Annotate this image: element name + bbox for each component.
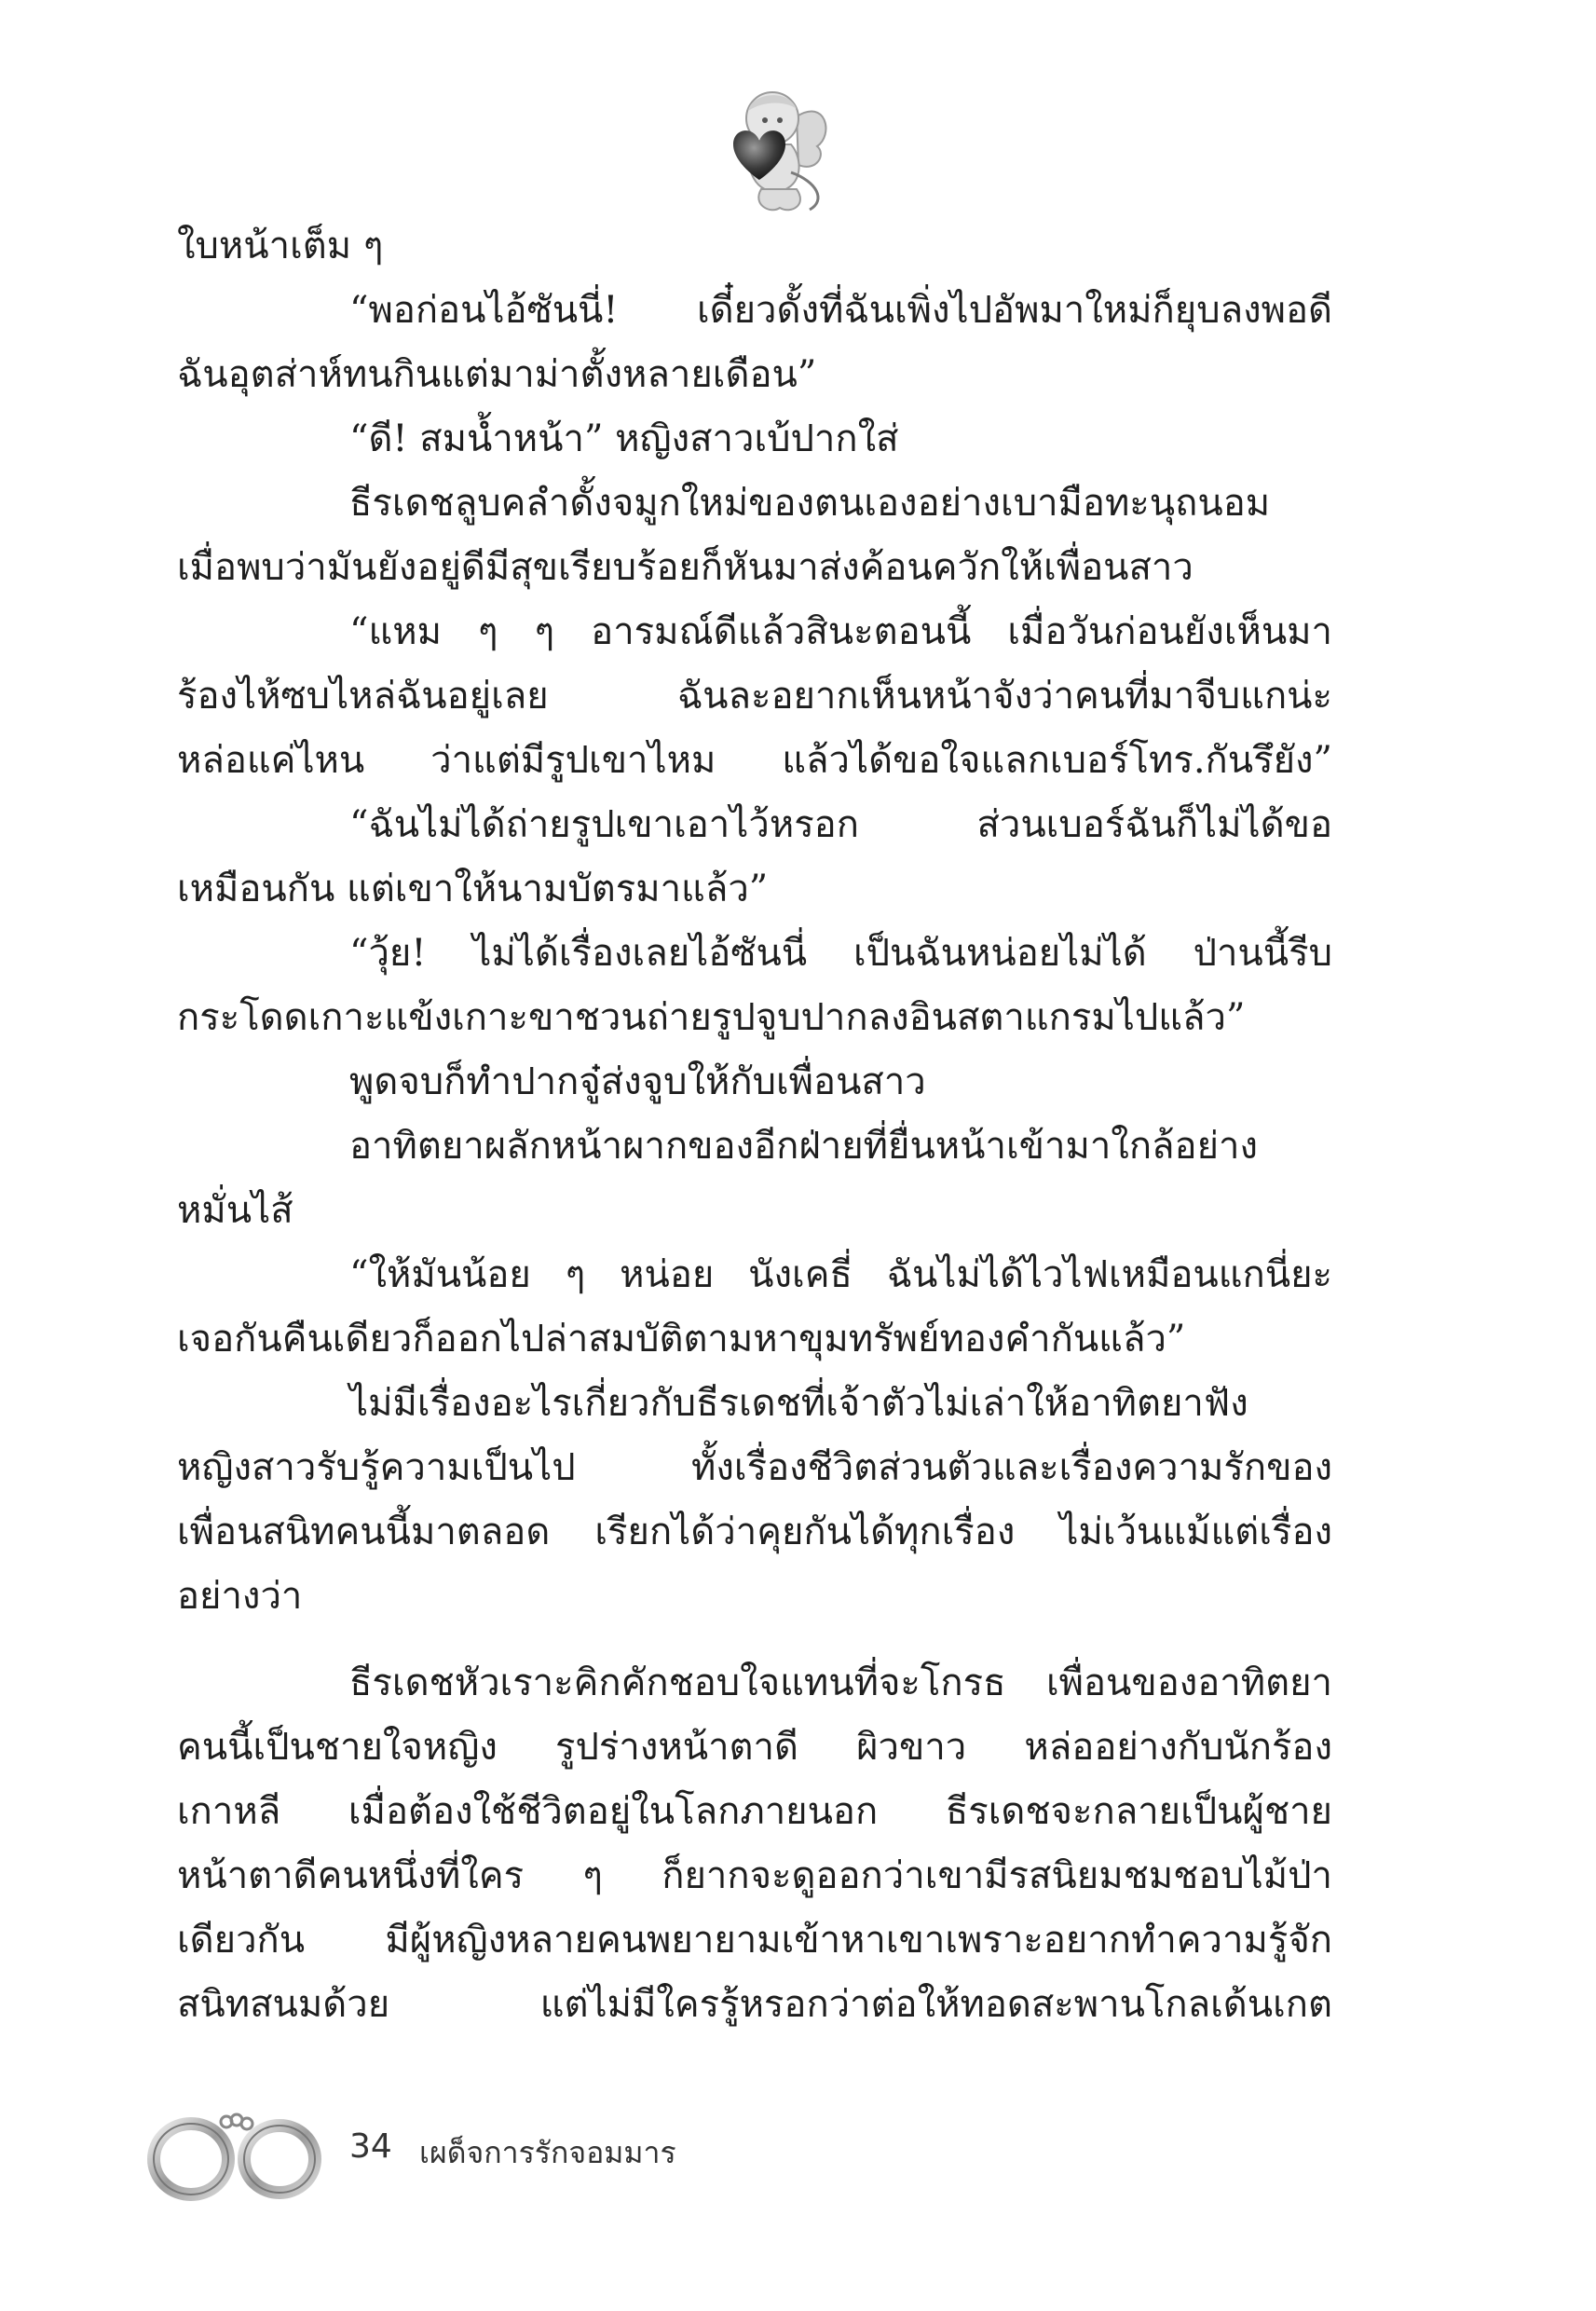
text-line: เมื่อพบว่ามันยังอยู่ดีมีสุขเรียบร้อยก็หันมาส่งค้อนควักให้เพื่อนสาว [177, 546, 1194, 589]
text-line: “ดี! สมน้ำหน้า” หญิงสาวเบ้ปากใส่ [349, 417, 899, 460]
text-line: ร้องไห้ซบไหล่ฉันอยู่เลย ฉันละอยากเห็นหน้าจังว่าคนที่มาจีบแกน่ะ [177, 675, 1332, 718]
text-line: ฉันอุตส่าห์ทนกินแต่มาม่าตั้งหลายเดือน” [177, 353, 817, 396]
text-line: เกาหลี เมื่อต้องใช้ชีวิตอยู่ในโลกภายนอก ธีรเดชจะกลายเป็นผู้ชาย [177, 1790, 1332, 1833]
text-line: ธีรเดชลูบคลำดั้งจมูกใหม่ของตนเองอย่างเบามือทะนุถนอม [349, 482, 1271, 525]
handcuffs-icon [140, 2101, 326, 2204]
page-footer [140, 2101, 885, 2204]
text-line: เหมือนกัน แต่เขาให้นามบัตรมาแล้ว” [177, 868, 769, 910]
text-line: เจอกันคืนเดียวก็ออกไปล่าสมบัติตามหาขุมทรัพย์ทองคำกันแล้ว” [177, 1318, 1186, 1361]
text-line: คนนี้เป็นชายใจหญิง รูปร่างหน้าตาดี ผิวขาว หล่ออย่างกับนักร้อง [177, 1726, 1332, 1769]
text-line: เดียวกัน มีผู้หญิงหลายคนพยายามเข้าหาเขาเพราะอยากทำความรู้จัก [177, 1919, 1332, 1962]
text-line: ไม่มีเรื่องอะไรเกี่ยวกับธีรเดชที่เจ้าตัวไม่เล่าให้อาทิตยาฟัง [349, 1382, 1248, 1425]
book-title: เผด็จการรักจอมมาร [419, 2135, 676, 2170]
text-line: หล่อแค่ไหน ว่าแต่มีรูปเขาไหม แล้วได้ขอใจแลกเบอร์โทร.กันรึยัง” [177, 739, 1332, 782]
text-line: หมั่นไส้ [177, 1189, 293, 1232]
text-line: “พอก่อนไอ้ซันนี่! เดี๋ยวดั้งที่ฉันเพิ่งไปอัพมาใหม่ก็ยุบลงพอดี [349, 289, 1332, 332]
text-line: พูดจบก็ทำปากจู๋ส่งจูบให้กับเพื่อนสาว [349, 1060, 926, 1103]
text-line: กระโดดเกาะแข้งเกาะขาชวนถ่ายรูปจูบปากลงอินสตาแกรมไปแล้ว” [177, 996, 1246, 1039]
text-line: “แหม ๆ ๆ อารมณ์ดีแล้วสินะตอนนี้ เมื่อวันก่อนยังเห็นมา [349, 610, 1332, 653]
text-line: “ให้มันน้อย ๆ หน่อย นังเคธี่ ฉันไม่ได้ไวไฟเหมือนแกนี่ยะ [349, 1253, 1332, 1296]
text-line: ธีรเดชหัวเราะคิกคักชอบใจแทนที่จะโกรธ เพื่อนของอาทิตยา [349, 1661, 1332, 1704]
page-body [177, 214, 1332, 2106]
text-line: หญิงสาวรับรู้ความเป็นไป ทั้งเรื่องชีวิตส่วนตัวและเรื่องความรักของ [177, 1446, 1332, 1489]
text-line: อาทิตยาผลักหน้าผากของอีกฝ่ายที่ยื่นหน้าเข้ามาใกล้อย่าง [349, 1125, 1258, 1168]
text-line: “ฉันไม่ได้ถ่ายรูปเขาเอาไว้หรอก ส่วนเบอร์ฉันก็ไม่ได้ขอ [349, 803, 1332, 846]
text-line: “วุ้ย! ไม่ได้เรื่องเลยไอ้ซันนี่ เป็นฉันหน่อยไม่ได้ ป่านนี้รีบ [349, 932, 1332, 975]
text-line: ใบหน้าเต็ม ๆ [177, 225, 384, 267]
text-line: หน้าตาดีคนหนึ่งที่ใคร ๆ ก็ยากจะดูออกว่าเขามีรสนิยมชมชอบไม้ป่า [177, 1854, 1332, 1897]
text-line: อย่างว่า [177, 1575, 303, 1618]
text-line: สนิทสนมด้วย แต่ไม่มีใครรู้หรอกว่าต่อให้ทอดสะพานโกลเด้นเกต [177, 1983, 1332, 2026]
page-number: 34 [349, 2127, 392, 2166]
text-line: เพื่อนสนิทคนนี้มาตลอด เรียกได้ว่าคุยกันได้ทุกเรื่อง ไม่เว้นแม้แต่เรื่อง [177, 1511, 1332, 1553]
cupid-with-heart-icon [687, 79, 836, 219]
